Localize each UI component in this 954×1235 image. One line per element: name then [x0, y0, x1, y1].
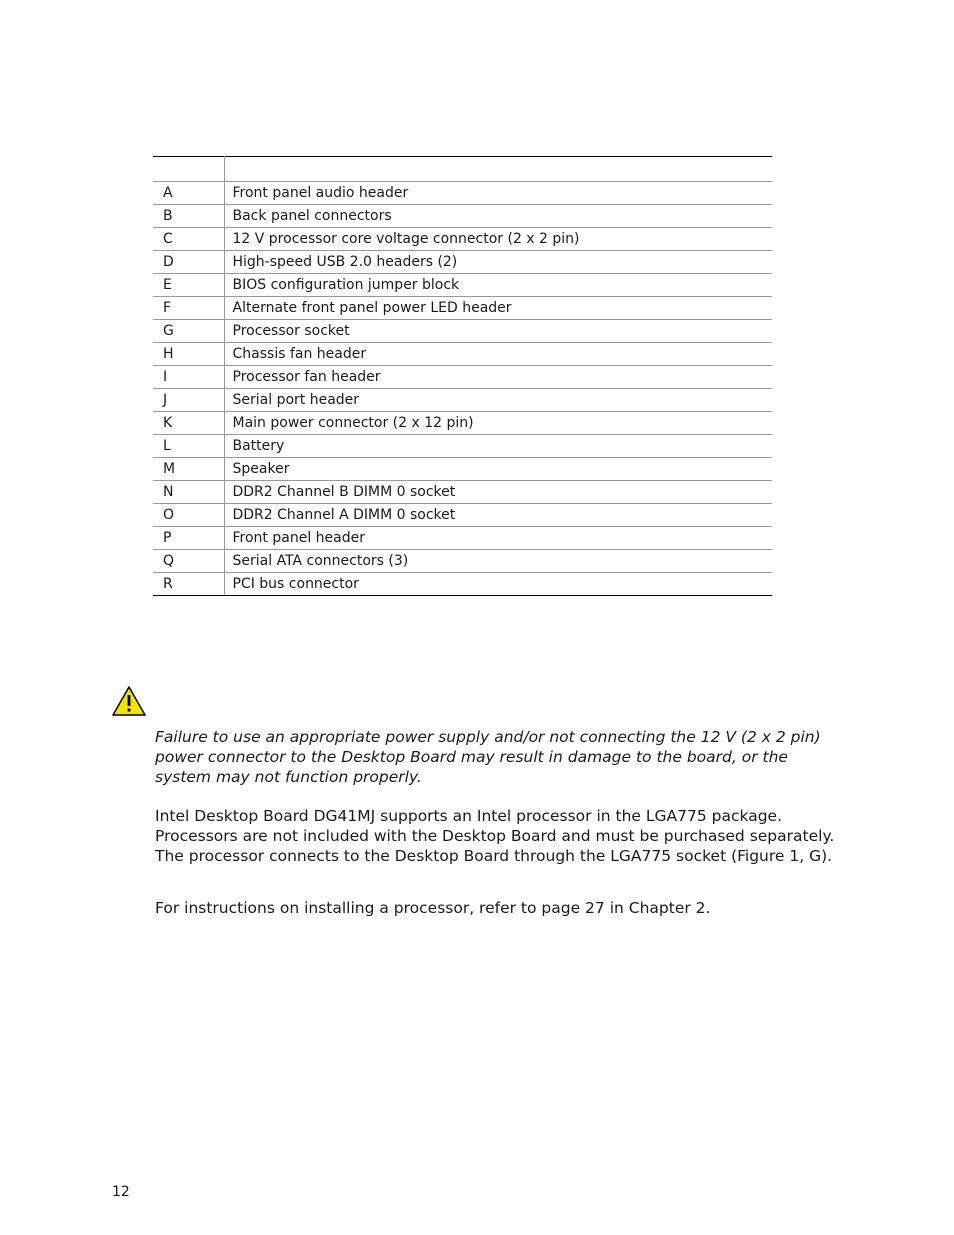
- row-letter: H: [153, 343, 224, 366]
- table-body: [153, 182, 772, 596]
- row-description: DDR2 Channel B DIMM 0 socket: [224, 481, 772, 504]
- row-description: Front panel header: [224, 527, 772, 550]
- row-letter: P: [153, 527, 224, 550]
- row-letter: D: [153, 251, 224, 274]
- row-letter: Q: [153, 550, 224, 573]
- row-description: Alternate front panel power LED header: [224, 297, 772, 320]
- table-row: [153, 458, 772, 481]
- table-row: [153, 550, 772, 573]
- row-description: Processor fan header: [224, 366, 772, 389]
- row-letter: L: [153, 435, 224, 458]
- row-description: DDR2 Channel A DIMM 0 socket: [224, 504, 772, 527]
- table-row: [153, 228, 772, 251]
- row-letter: R: [153, 573, 224, 596]
- table-row: [153, 320, 772, 343]
- row-description: Front panel audio header: [224, 182, 772, 205]
- instructions-paragraph: For instructions on installing a processor, refer to page 27 in Chapter 2.: [155, 899, 711, 917]
- row-description: High-speed USB 2.0 headers (2): [224, 251, 772, 274]
- table-row: [153, 366, 772, 389]
- table-row: [153, 343, 772, 366]
- row-description: Serial ATA connectors (3): [224, 550, 772, 573]
- row-letter: C: [153, 228, 224, 251]
- table-row: [153, 297, 772, 320]
- row-letter: B: [153, 205, 224, 228]
- row-letter: O: [153, 504, 224, 527]
- warning-triangle-icon: [111, 685, 147, 717]
- table-row: [153, 274, 772, 297]
- row-description: Speaker: [224, 458, 772, 481]
- table-row: [153, 573, 772, 596]
- row-description: Serial port header: [224, 389, 772, 412]
- row-description: 12 V processor core voltage connector (2 x 2 pin): [224, 228, 772, 251]
- row-description: BIOS configuration jumper block: [224, 274, 772, 297]
- table-row: [153, 182, 772, 205]
- row-letter: F: [153, 297, 224, 320]
- table-row: [153, 435, 772, 458]
- table-row: [153, 251, 772, 274]
- table-row: [153, 205, 772, 228]
- row-letter: G: [153, 320, 224, 343]
- row-letter: N: [153, 481, 224, 504]
- row-description: Back panel connectors: [224, 205, 772, 228]
- table-row: [153, 527, 772, 550]
- page-number: 12: [112, 1184, 130, 1200]
- row-letter: M: [153, 458, 224, 481]
- processor-paragraph: Intel Desktop Board DG41MJ supports an Intel processor in the LGA775 package. Processors are not included with the Desktop Board and must be purchased separately. The processor connects to the Desktop Board through the LGA775 socket (Figure 1, G).: [155, 807, 835, 865]
- row-letter: A: [153, 182, 224, 205]
- header-letter: [153, 157, 224, 182]
- table-row: [153, 504, 772, 527]
- row-letter: E: [153, 274, 224, 297]
- table-row: [153, 481, 772, 504]
- row-letter: J: [153, 389, 224, 412]
- caution-text: Failure to use an appropriate power supply and/or not connecting the 12 V (2 x 2 pin) power connector to the Desktop Board may result in damage to the board, or the system may not function properly.: [155, 728, 821, 786]
- row-letter: K: [153, 412, 224, 435]
- row-description: PCI bus connector: [224, 573, 772, 596]
- header-description: [224, 157, 772, 182]
- table-header-row: [153, 157, 772, 182]
- row-letter: I: [153, 366, 224, 389]
- table-row: [153, 412, 772, 435]
- row-description: Battery: [224, 435, 772, 458]
- component-legend-table: [153, 156, 772, 596]
- row-description: Chassis fan header: [224, 343, 772, 366]
- row-description: Main power connector (2 x 12 pin): [224, 412, 772, 435]
- row-description: Processor socket: [224, 320, 772, 343]
- table-row: [153, 389, 772, 412]
